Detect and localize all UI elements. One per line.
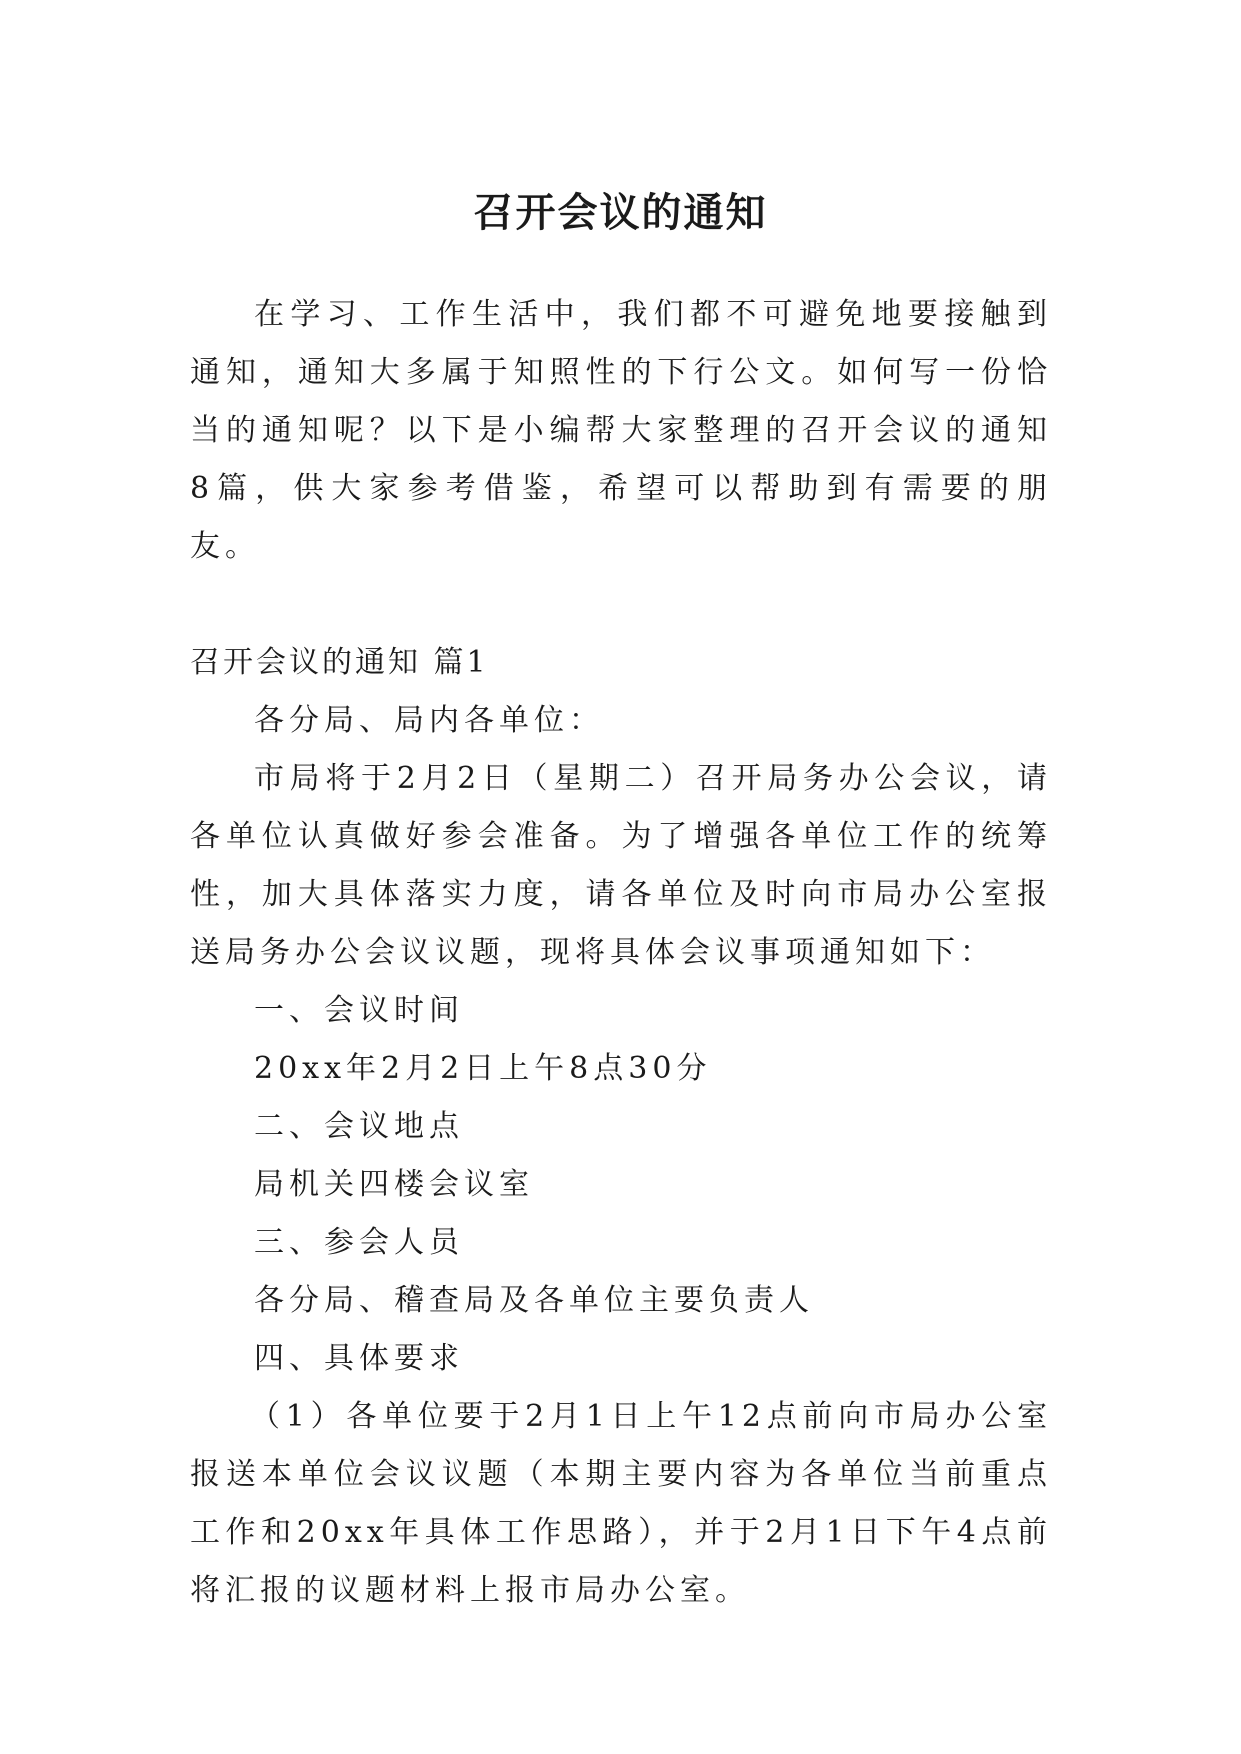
salutation: 各分局、局内各单位： [254,703,604,738]
document-title: 召开会议的通知 [473,188,768,236]
body-paragraph: 市局将于2月2日（星期二）召开局务办公会议，请各单位认真做好参会准备。为了增强各单位工作的统筹性，加大具体落实力度，请各单位及时向市局办公室报送局务办公会议议题，现将具体会议事项通知如下： [190,761,1052,970]
attendees: 各分局、稽查局及各单位主要负责人 [254,1283,814,1318]
meeting-time: 20xx年2月2日上午8点30分 [254,1051,712,1086]
attendees-heading: 三、参会人员 [254,1225,464,1260]
requirements-heading: 四、具体要求 [254,1341,464,1376]
document-body [190,286,1052,1620]
meeting-place: 局机关四楼会议室 [254,1167,534,1202]
requirement-1: （1）各单位要于2月1日上午12点前向市局办公室报送本单位会议议题（本期主要内容为各单位当前重点工作和20xx年具体工作思路），并于2月1日下午4点前将汇报的议题材料上报市局办公室。 [190,1399,1052,1608]
intro-paragraph: 在学习、工作生活中，我们都不可避免地要接触到通知，通知大多属于知照性的下行公文。如何写一份恰当的通知呢？以下是小编帮大家整理的召开会议的通知8篇，供大家参考借鉴，希望可以帮助到有需要的朋友。 [190,297,1052,564]
section-heading: 召开会议的通知 篇1 [190,645,489,680]
meeting-time-heading: 一、会议时间 [254,993,464,1028]
meeting-place-heading: 二、会议地点 [254,1109,464,1144]
